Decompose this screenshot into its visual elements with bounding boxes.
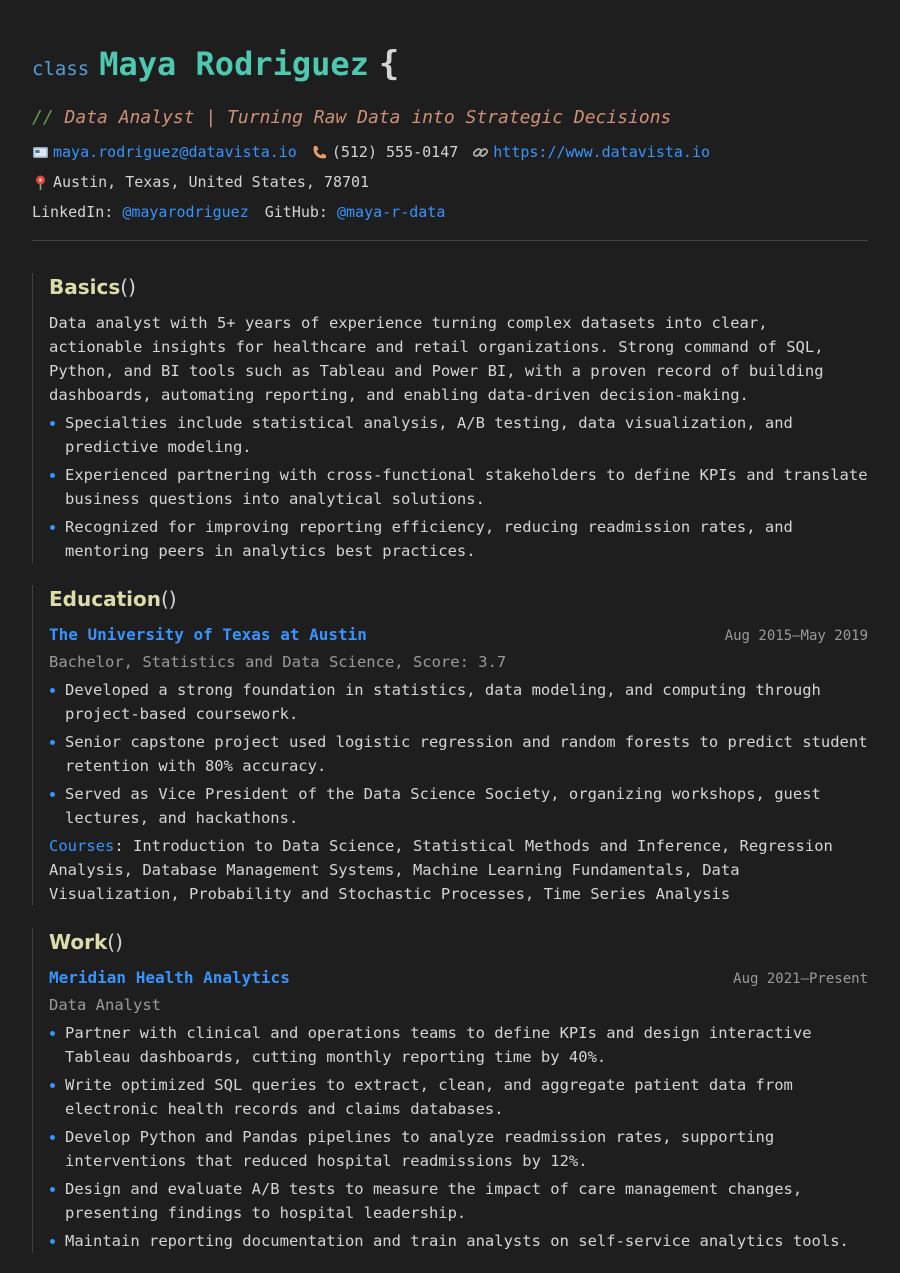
list-item: Served as Vice President of the Data Science Society, organizing workshops, guest lectures, and hackathons. xyxy=(49,782,868,830)
section-work xyxy=(32,928,868,1253)
list-item: Partner with clinical and operations teams to define KPIs and design interactive Tableau dashboards, cutting monthly reporting time by 40%. xyxy=(49,1021,868,1069)
list-item: Senior capstone project used logistic regression and random forests to predict student retention with 80% accuracy. xyxy=(49,730,868,778)
list-item: Write optimized SQL queries to extract, clean, and aggregate patient data from electronic health records and claims databases. xyxy=(49,1073,868,1121)
email-link[interactable]: maya.rodriguez@datavista.io xyxy=(53,143,297,161)
open-brace: { xyxy=(378,44,400,84)
work-entry-header xyxy=(49,966,868,991)
header xyxy=(32,44,868,96)
section-title-basics xyxy=(49,273,868,301)
section-title-text: Education xyxy=(49,587,161,611)
section-title-education xyxy=(49,585,868,613)
list-item: Recognized for improving reporting efficiency, reducing readmission rates, and mentoring peers in analytics best practices. xyxy=(49,515,868,563)
work-bullets xyxy=(49,1021,868,1253)
phone-number: (512) 555-0147 xyxy=(331,143,459,161)
company-name[interactable]: Meridian Health Analytics xyxy=(49,968,290,987)
list-item: Design and evaluate A/B tests to measure the impact of care management changes, presenting findings to hospital leadership. xyxy=(49,1177,868,1225)
list-item: Maintain reporting documentation and train analysts on self-service analytics tools. xyxy=(49,1229,868,1253)
location-pin-icon xyxy=(32,174,49,191)
contact-email[interactable] xyxy=(32,142,297,162)
section-basics xyxy=(32,273,868,563)
subtitle xyxy=(32,106,868,130)
list-item: Specialties include statistical analysis, A/B testing, data visualization, and predictive modeling. xyxy=(49,411,868,459)
section-title-text: Work xyxy=(49,930,108,954)
education-bullets xyxy=(49,678,868,830)
contact-row-primary xyxy=(32,142,868,162)
header-divider xyxy=(32,240,868,241)
contact-row-social xyxy=(32,202,868,222)
github-link[interactable]: @maya-r-data xyxy=(337,203,446,221)
contact-row-location xyxy=(32,172,868,192)
comment-prefix: // xyxy=(32,107,54,128)
email-icon xyxy=(32,144,49,161)
class-keyword: class xyxy=(32,58,90,80)
work-dates: Aug 2021–Present xyxy=(733,971,868,987)
section-education xyxy=(32,585,868,906)
list-item: Experienced partnering with cross-functional stakeholders to define KPIs and translate business questions into analytical solutions. xyxy=(49,463,868,511)
courses-list: : Introduction to Data Science, Statistical Methods and Inference, Regression Analysis, Database Management Systems, Machine Learning Fundamentals, Data Visualization, Probability and Stochastic Processes, Time Series Analysis xyxy=(49,837,833,903)
summary-text: Data analyst with 5+ years of experience turning complex datasets into clear, actionable insights for healthcare and retail organizations. Strong command of SQL, Python, and BI tools such as Tableau and Power BI, with a proven record of building dashboards, automating reporting, and enabling data-driven decision-making. xyxy=(49,314,824,404)
github-label: GitHub: xyxy=(264,203,328,221)
link-icon xyxy=(472,144,489,161)
courses-label: Courses xyxy=(49,837,115,855)
linkedin-link[interactable]: @mayarodriguez xyxy=(122,203,249,221)
institution-name[interactable]: The University of Texas at Austin xyxy=(49,625,367,644)
position-title: Data Analyst xyxy=(49,996,161,1014)
degree-text: Bachelor, Statistics and Data Science, Score: 3.7 xyxy=(49,653,507,671)
education-dates: Aug 2015–May 2019 xyxy=(724,628,868,644)
contact-phone xyxy=(311,142,458,162)
list-item: Developed a strong foundation in statistics, data modeling, and computing through project-based coursework. xyxy=(49,678,868,726)
courses xyxy=(49,834,868,906)
full-name: Maya Rodriguez xyxy=(99,45,369,83)
section-title-paren: () xyxy=(120,275,136,299)
section-title-work xyxy=(49,928,868,956)
section-title-paren: () xyxy=(160,587,177,611)
website-link[interactable]: https://www.datavista.io xyxy=(493,143,711,161)
location-text: Austin, Texas, United States, 78701 xyxy=(53,173,370,191)
education-entry-header xyxy=(49,623,868,648)
subtitle-text: Data Analyst | Turning Raw Data into Strategic Decisions xyxy=(64,107,672,128)
list-item: Develop Python and Pandas pipelines to analyze readmission rates, supporting interventions that reduced hospital readmissions by 12%. xyxy=(49,1125,868,1173)
contact-website[interactable] xyxy=(472,142,710,162)
phone-icon xyxy=(311,144,328,161)
section-title-text: Basics xyxy=(49,275,121,299)
section-title-paren: () xyxy=(107,930,123,954)
contact-location xyxy=(32,172,369,192)
linkedin-label: LinkedIn: xyxy=(32,203,114,221)
basics-bullets xyxy=(49,411,868,563)
